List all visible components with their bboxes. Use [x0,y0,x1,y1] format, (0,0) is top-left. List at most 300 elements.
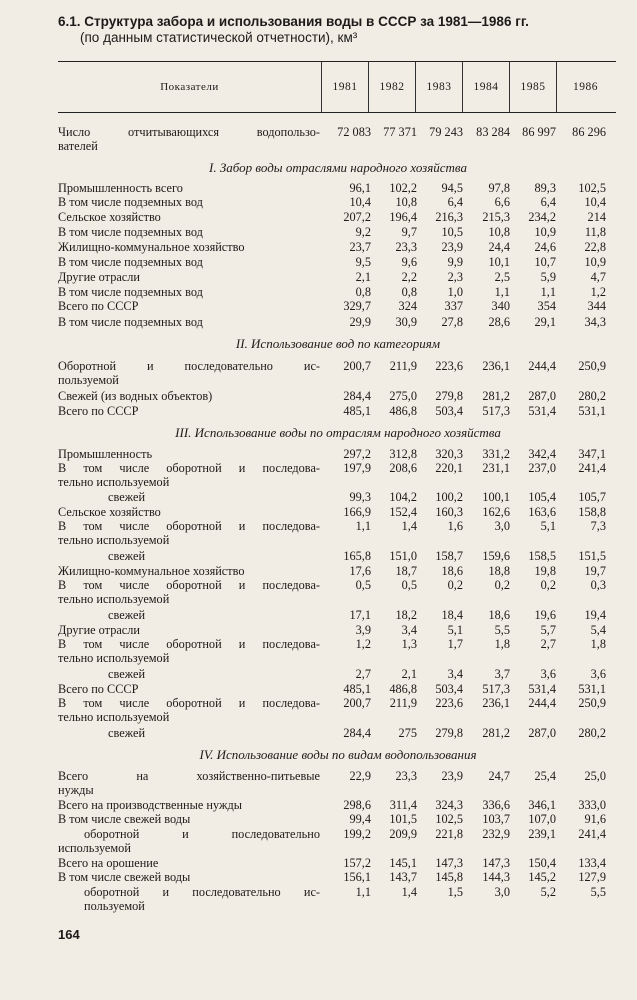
row-value: 503,4 [435,404,463,418]
row-label: свежей [108,726,146,740]
row-value: 221,8 [435,827,463,841]
row-label: тельно используемой [58,533,170,547]
row-value: 1,0 [447,285,463,299]
row-label: Сельское хозяйство [58,505,161,519]
row-value: 151,5 [578,549,606,563]
row-value: 23,3 [395,240,417,254]
row-value: 208,6 [389,461,417,475]
row-value: 158,8 [578,505,606,519]
table-row [58,667,618,681]
row-value: 214 [587,210,606,224]
row-value: 5,9 [540,270,556,284]
row-label: Число отчитывающихся водопользо- [58,125,320,139]
row-value: 29,1 [534,315,556,329]
row-value: 10,8 [395,195,417,209]
row-value: 7,3 [590,519,606,533]
row-value: 91,6 [584,812,606,826]
table-row [58,637,618,651]
row-label: вателей [58,139,98,153]
row-value: 94,5 [441,181,463,195]
table-row [58,389,618,403]
row-value: 18,4 [441,608,463,622]
row-value: 486,8 [389,404,417,418]
row-value: 333,0 [578,798,606,812]
row-value: 9,9 [447,255,463,269]
row-label: В том числе оборотной и последова- [58,461,320,475]
row-value: 24,4 [488,240,510,254]
row-value: 0,8 [355,285,371,299]
row-label: В том числе подземных вод [58,255,203,269]
row-value: 503,4 [435,682,463,696]
row-value: 160,3 [435,505,463,519]
row-value: 0,2 [540,578,556,592]
row-value: 145,1 [389,856,417,870]
row-value: 28,6 [488,315,510,329]
header-year: 1982 [368,62,415,112]
row-value: 1,5 [447,885,463,899]
row-value: 331,2 [482,447,510,461]
table-row [58,651,618,665]
row-label: Сельское хозяйство [58,210,161,224]
table-row [58,359,618,373]
table-row [58,533,618,547]
header-year: 1986 [556,62,614,112]
row-value: 2,7 [540,637,556,651]
table-row [58,270,618,284]
table-row [58,373,618,387]
row-value: 165,8 [343,549,371,563]
row-value: 19,7 [584,564,606,578]
table-row [58,812,618,826]
row-label: тельно используемой [58,475,170,489]
row-value: 10,5 [441,225,463,239]
table-row [58,696,618,710]
row-value: 100,1 [482,490,510,504]
row-label: Всего на производственные нужды [58,798,242,812]
row-value: 18,2 [395,608,417,622]
row-value: 22,9 [349,769,371,783]
table-row [58,195,618,209]
row-value: 2,2 [401,270,417,284]
row-value: 34,3 [584,315,606,329]
row-value: 241,4 [578,461,606,475]
table-row [58,827,618,841]
row-value: 517,3 [482,682,510,696]
row-label: Свежей (из водных объектов) [58,389,213,403]
row-value: 234,2 [528,210,556,224]
row-value: 531,1 [578,682,606,696]
row-value: 1,8 [494,637,510,651]
row-value: 239,1 [528,827,556,841]
row-label: В том числе оборотной и последова- [58,696,320,710]
row-value: 250,9 [578,359,606,373]
row-label: В том числе оборотной и последова- [58,519,320,533]
row-value: 127,9 [578,870,606,884]
row-value: 347,1 [578,447,606,461]
row-value: 158,7 [435,549,463,563]
row-value: 24,6 [534,240,556,254]
row-value: 86 296 [572,125,606,139]
row-value: 10,9 [584,255,606,269]
row-value: 311,4 [389,798,417,812]
row-value: 207,2 [343,210,371,224]
row-value: 0,5 [355,578,371,592]
row-value: 281,2 [482,726,510,740]
row-value: 25,4 [534,769,556,783]
row-value: 486,8 [389,682,417,696]
row-value: 298,6 [343,798,371,812]
row-value: 1,4 [401,519,417,533]
section-heading: II. Использование вод по категориям [235,336,441,351]
table-row [58,549,618,563]
row-value: 10,1 [488,255,510,269]
row-label: Всего по СССР [58,404,139,418]
table-row [58,475,618,489]
row-label: оборотной и последовательно [84,827,320,841]
row-value: 77 371 [383,125,417,139]
row-value: 23,9 [441,769,463,783]
row-label: Жилищно-коммунальное хозяйство [58,240,245,254]
table-row [58,125,618,139]
row-value: 19,8 [534,564,556,578]
table-row [58,447,618,461]
row-label: Всего по СССР [58,299,139,313]
row-value: 280,2 [578,389,606,403]
table-row [58,404,618,418]
table-row [58,870,618,884]
header-year: 1984 [462,62,509,112]
row-value: 236,1 [482,359,510,373]
table-row [58,899,618,913]
row-value: 5,5 [494,623,510,637]
row-label: Жилищно-коммунальное хозяйство [58,564,245,578]
row-value: 281,2 [482,389,510,403]
row-value: 157,2 [343,856,371,870]
row-value: 107,0 [528,812,556,826]
row-value: 342,4 [528,447,556,461]
row-label: Оборотной и последовательно ис- [58,359,320,373]
row-label: свежей [108,608,146,622]
row-value: 6,4 [447,195,463,209]
table-row [58,856,618,870]
row-label: Всего по СССР [58,682,139,696]
row-value: 18,6 [441,564,463,578]
row-value: 1,1 [540,285,556,299]
row-value: 211,9 [389,359,417,373]
table-row [58,769,618,783]
table-title [58,14,618,46]
row-value: 329,7 [343,299,371,313]
table-row [58,578,618,592]
row-label: В том числе подземных вод [58,195,203,209]
row-value: 19,6 [534,608,556,622]
table-row [58,726,618,740]
table-row [58,505,618,519]
row-value: 297,2 [343,447,371,461]
row-value: 2,3 [447,270,463,284]
row-value: 337 [444,299,463,313]
row-value: 531,1 [578,404,606,418]
table-row [58,225,618,239]
row-value: 220,1 [435,461,463,475]
row-value: 17,1 [349,608,371,622]
row-value: 1,3 [401,637,417,651]
table-row [58,240,618,254]
table-header [58,61,616,113]
row-value: 150,4 [528,856,556,870]
row-value: 102,2 [389,181,417,195]
row-value: 89,3 [534,181,556,195]
row-value: 485,1 [343,682,371,696]
row-value: 152,4 [389,505,417,519]
page-number: 164 [58,927,80,942]
table-row [58,682,618,696]
row-value: 3,4 [447,667,463,681]
row-value: 354 [537,299,556,313]
row-value: 79 243 [429,125,463,139]
row-value: 346,1 [528,798,556,812]
row-label: оборотной и последовательно ис- [84,885,320,899]
row-value: 96,1 [349,181,371,195]
row-value: 159,6 [482,549,510,563]
row-label: В том числе оборотной и последова- [58,578,320,592]
row-value: 86 997 [522,125,556,139]
row-value: 24,7 [488,769,510,783]
row-value: 6,4 [540,195,556,209]
row-value: 287,0 [528,389,556,403]
row-value: 237,0 [528,461,556,475]
row-value: 200,7 [343,696,371,710]
table-row [58,210,618,224]
row-value: 1,4 [401,885,417,899]
row-value: 232,9 [482,827,510,841]
row-value: 156,1 [343,870,371,884]
row-value: 1,8 [590,637,606,651]
row-value: 147,3 [435,856,463,870]
row-value: 3,0 [494,885,510,899]
row-value: 279,8 [435,389,463,403]
table-row [58,798,618,812]
row-value: 23,3 [395,769,417,783]
row-label: В том числе оборотной и последова- [58,637,320,651]
row-value: 143,7 [389,870,417,884]
row-value: 531,4 [528,682,556,696]
row-value: 10,8 [488,225,510,239]
row-value: 0,8 [401,285,417,299]
row-value: 10,4 [584,195,606,209]
row-value: 18,7 [395,564,417,578]
row-label: пользуемой [58,373,119,387]
table-row [58,490,618,504]
row-label: Всего на хозяйственно-питьевые [58,769,320,783]
table-row [58,710,618,724]
table-row [58,841,618,855]
row-value: 147,3 [482,856,510,870]
row-label: В том числе свежей воды [58,870,191,884]
row-value: 250,9 [578,696,606,710]
table-row [58,783,618,797]
table-row [58,592,618,606]
row-value: 344 [587,299,606,313]
row-value: 0,2 [447,578,463,592]
row-value: 3,0 [494,519,510,533]
row-value: 2,1 [401,667,417,681]
row-value: 104,2 [389,490,417,504]
row-value: 163,6 [528,505,556,519]
row-value: 1,6 [447,519,463,533]
row-value: 10,4 [349,195,371,209]
row-value: 5,1 [540,519,556,533]
row-value: 2,5 [494,270,510,284]
row-label: свежей [108,490,146,504]
row-value: 145,8 [435,870,463,884]
row-value: 133,4 [578,856,606,870]
row-value: 22,8 [584,240,606,254]
table-row [58,315,618,329]
row-value: 3,9 [355,623,371,637]
row-value: 145,2 [528,870,556,884]
table-row [58,608,618,622]
row-label: Промышленность всего [58,181,183,195]
row-label: Промышленность [58,447,153,461]
header-year: 1985 [509,62,556,112]
row-value: 1,1 [494,285,510,299]
row-value: 105,4 [528,490,556,504]
table-row [58,181,618,195]
row-value: 216,3 [435,210,463,224]
section-heading: III. Использование воды по отраслям народного хозяйства [175,425,501,440]
row-value: 223,6 [435,696,463,710]
row-value: 99,4 [349,812,371,826]
row-value: 200,7 [343,359,371,373]
row-value: 4,7 [590,270,606,284]
row-value: 287,0 [528,726,556,740]
row-value: 3,6 [540,667,556,681]
table-row [58,255,618,269]
row-value: 72 083 [337,125,371,139]
row-label: Другие отрасли [58,270,140,284]
row-value: 101,5 [389,812,417,826]
row-value: 197,9 [343,461,371,475]
row-value: 30,9 [395,315,417,329]
row-value: 244,4 [528,359,556,373]
row-value: 23,7 [349,240,371,254]
row-value: 18,6 [488,608,510,622]
row-value: 324 [398,299,417,313]
row-value: 284,4 [343,726,371,740]
row-value: 2,1 [355,270,371,284]
row-value: 97,8 [488,181,510,195]
row-value: 19,4 [584,608,606,622]
row-value: 211,9 [389,696,417,710]
row-value: 18,8 [488,564,510,578]
row-value: 199,2 [343,827,371,841]
title-line-2: (по данным статистической отчетности), км³ [80,30,358,45]
row-value: 0,3 [590,578,606,592]
title-line-1: 6.1. Структура забора и использования воды в СССР за 1981—1986 гг. [58,14,529,29]
row-label: В том числе подземных вод [58,285,203,299]
row-value: 9,5 [355,255,371,269]
row-value: 103,7 [482,812,510,826]
row-label: тельно используемой [58,651,170,665]
header-year: 1981 [321,62,368,112]
row-value: 10,7 [534,255,556,269]
row-value: 485,1 [343,404,371,418]
row-value: 0,5 [401,578,417,592]
row-label: пользуемой [84,899,145,913]
row-value: 531,4 [528,404,556,418]
row-value: 0,2 [494,578,510,592]
table-row [58,519,618,533]
row-value: 215,3 [482,210,510,224]
row-value: 223,6 [435,359,463,373]
row-label: В том числе свежей воды [58,812,191,826]
row-label: свежей [108,667,146,681]
row-value: 1,2 [355,637,371,651]
row-label: тельно используемой [58,710,170,724]
row-value: 275,0 [389,389,417,403]
table-row [58,564,618,578]
row-value: 25,0 [584,769,606,783]
row-value: 9,6 [401,255,417,269]
row-value: 102,5 [578,181,606,195]
row-value: 3,7 [494,667,510,681]
row-value: 209,9 [389,827,417,841]
row-value: 3,4 [401,623,417,637]
row-value: 244,4 [528,696,556,710]
table-row [58,623,618,637]
row-value: 9,2 [355,225,371,239]
row-value: 517,3 [482,404,510,418]
table-row [58,285,618,299]
row-value: 5,7 [540,623,556,637]
row-value: 11,8 [584,225,606,239]
row-value: 196,4 [389,210,417,224]
row-value: 27,8 [441,315,463,329]
row-label: Другие отрасли [58,623,140,637]
row-value: 231,1 [482,461,510,475]
row-value: 1,1 [355,519,371,533]
row-value: 236,1 [482,696,510,710]
row-value: 280,2 [578,726,606,740]
row-value: 1,7 [447,637,463,651]
row-value: 6,6 [494,195,510,209]
row-value: 99,3 [349,490,371,504]
row-value: 241,4 [578,827,606,841]
row-value: 158,5 [528,549,556,563]
row-value: 162,6 [482,505,510,519]
row-value: 284,4 [343,389,371,403]
row-value: 10,9 [534,225,556,239]
row-value: 17,6 [349,564,371,578]
row-value: 2,7 [355,667,371,681]
row-value: 144,3 [482,870,510,884]
row-value: 1,2 [590,285,606,299]
row-label: нужды [58,783,94,797]
row-label: тельно используемой [58,592,170,606]
row-value: 29,9 [349,315,371,329]
table-row [58,461,618,475]
row-value: 100,2 [435,490,463,504]
row-value: 324,3 [435,798,463,812]
row-value: 166,9 [343,505,371,519]
row-value: 340 [491,299,510,313]
row-value: 5,4 [590,623,606,637]
row-value: 105,7 [578,490,606,504]
row-value: 5,5 [590,885,606,899]
row-value: 5,1 [447,623,463,637]
header-year: 1983 [415,62,462,112]
